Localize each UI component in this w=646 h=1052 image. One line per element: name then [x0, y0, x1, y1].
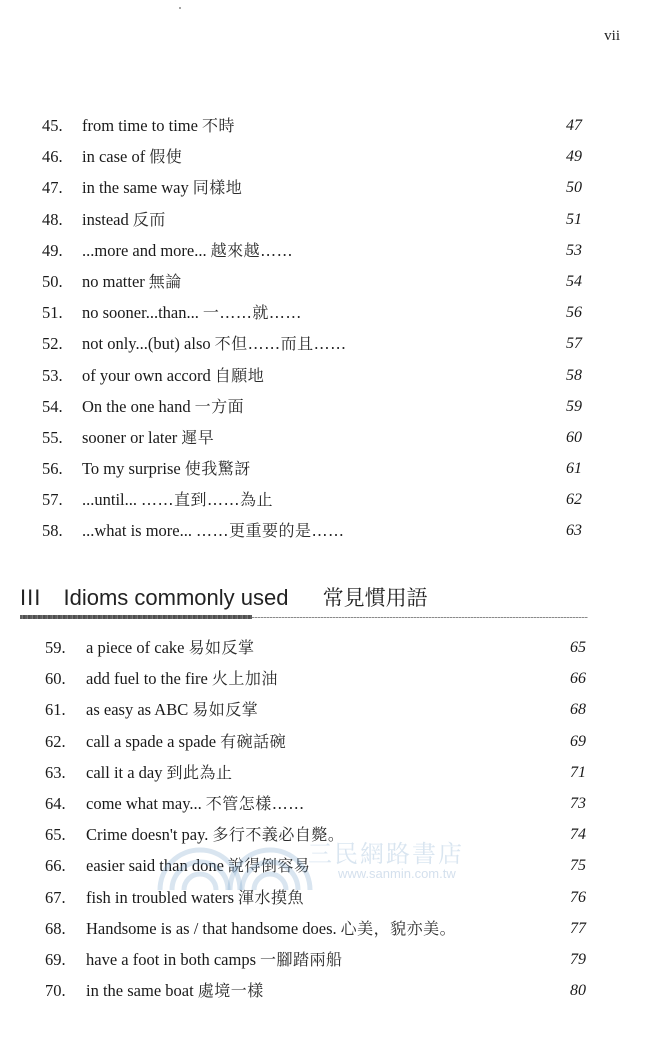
toc-entry	[0, 853, 646, 884]
entry-page: 59	[566, 397, 582, 415]
toc-entry	[0, 363, 646, 394]
entry-page: 80	[570, 982, 586, 1000]
entry-title: easier said than done 說得倒容易	[86, 856, 311, 876]
watermark-url: www.sanmin.com.tw	[338, 866, 456, 881]
entry-title: To my surprise 使我驚訝	[82, 459, 251, 479]
toc-entry	[0, 487, 646, 518]
entry-title: fish in troubled waters 渾水摸魚	[86, 887, 305, 907]
entry-title: no sooner...than... 一……就……	[82, 303, 302, 323]
entry-number: 46.	[42, 147, 63, 167]
entry-title: On the one hand 一方面	[82, 396, 245, 416]
entry-title: in case of 假使	[82, 147, 183, 167]
entry-page: 74	[570, 826, 586, 844]
toc-entry	[0, 238, 646, 269]
toc-entry	[0, 760, 646, 791]
entry-number: 66.	[45, 856, 66, 876]
entry-number: 61.	[45, 700, 66, 720]
entry-title: as easy as ABC 易如反掌	[86, 700, 259, 720]
entry-title: in the same boat 處境一樣	[86, 981, 264, 1001]
toc-entry	[0, 885, 646, 916]
toc-entry	[0, 947, 646, 978]
section-numeral: III	[20, 585, 42, 610]
entry-page: 47	[566, 117, 582, 134]
entry-title: not only...(but) also 不但……而且……	[82, 334, 347, 354]
toc-entry	[0, 300, 646, 331]
entry-title: ...more and more... 越來越……	[82, 240, 294, 260]
toc-entry	[0, 916, 646, 947]
entry-title: of your own accord 自願地	[82, 365, 265, 385]
scan-speck	[179, 7, 181, 9]
entry-title: instead 反而	[82, 209, 166, 229]
toc-entry	[0, 978, 646, 1009]
toc-entry	[0, 269, 646, 300]
entry-number: 48.	[42, 209, 63, 229]
entry-page: 60	[566, 428, 582, 446]
entry-number: 60.	[45, 669, 66, 689]
entry-number: 54.	[42, 396, 63, 416]
entry-page: 61	[566, 460, 582, 478]
entry-title: Handsome is as / that handsome does. 心美，貌亦美。	[86, 918, 457, 938]
toc-entry	[0, 518, 646, 549]
toc-entry	[0, 144, 646, 175]
entry-page: 51	[566, 210, 582, 228]
toc-entry	[0, 635, 646, 666]
entry-number: 68.	[45, 918, 66, 938]
entry-page: 71	[570, 763, 586, 781]
entry-title: have a foot in both camps 一腳踏兩船	[86, 949, 343, 969]
toc-section-3-list	[0, 635, 646, 1009]
toc-entry	[0, 113, 646, 144]
entry-page: 65	[570, 639, 586, 656]
entry-page: 54	[566, 272, 582, 290]
entry-page: 53	[566, 241, 582, 259]
entry-page: 77	[570, 919, 586, 937]
watermark-text: 三民網路書店	[308, 840, 464, 868]
entry-number: 45.	[42, 116, 63, 135]
section-title-zh: 常見慣用語	[322, 586, 428, 610]
toc-entry	[0, 394, 646, 425]
entry-title: ...until... ……直到……為止	[82, 490, 274, 510]
entry-number: 62.	[45, 731, 66, 751]
page-number: vii	[604, 28, 620, 44]
heading-rule-thin	[252, 617, 588, 618]
toc-entry	[0, 822, 646, 853]
entry-page: 49	[566, 148, 582, 166]
entry-number: 49.	[42, 240, 63, 260]
entry-title: add fuel to the fire 火上加油	[86, 669, 278, 689]
entry-number: 55.	[42, 427, 63, 447]
toc-entry	[0, 207, 646, 238]
entry-title: a piece of cake 易如反掌	[86, 638, 255, 657]
entry-number: 51.	[42, 303, 63, 323]
entry-page: 63	[566, 522, 582, 540]
toc-entry	[0, 331, 646, 362]
entry-page: 62	[566, 491, 582, 509]
entry-page: 56	[566, 304, 582, 322]
entry-number: 56.	[42, 459, 63, 479]
entry-number: 52.	[42, 334, 63, 354]
entry-number: 50.	[42, 271, 63, 291]
entry-page: 58	[566, 366, 582, 384]
entry-number: 67.	[45, 887, 66, 907]
toc-entry	[0, 175, 646, 206]
entry-page: 57	[566, 335, 582, 353]
entry-number: 65.	[45, 825, 66, 845]
entry-number: 59.	[45, 638, 66, 657]
toc-entry	[0, 425, 646, 456]
entry-number: 58.	[42, 521, 63, 541]
entry-page: 68	[570, 701, 586, 719]
entry-title: sooner or later 遲早	[82, 427, 215, 447]
toc-entry	[0, 791, 646, 822]
entry-title: no matter 無論	[82, 271, 182, 291]
entry-number: 53.	[42, 365, 63, 385]
entry-title: in the same way 同樣地	[82, 178, 243, 198]
entry-number: 57.	[42, 490, 63, 510]
entry-page: 79	[570, 950, 586, 968]
toc-entry	[0, 697, 646, 728]
entry-page: 76	[570, 888, 586, 906]
entry-number: 69.	[45, 949, 66, 969]
entry-title: Crime doesn't pay. 多行不義必自斃。	[86, 825, 345, 845]
entry-page: 69	[570, 732, 586, 750]
toc-section-2-list	[0, 113, 646, 550]
entry-title: from time to time 不時	[82, 116, 235, 135]
entry-title: call it a day 到此為止	[86, 762, 233, 782]
entry-page: 73	[570, 794, 586, 812]
toc-entry	[0, 456, 646, 487]
entry-number: 70.	[45, 981, 66, 1001]
entry-title: come what may... 不管怎樣……	[86, 793, 305, 813]
section-title-en: Idioms commonly used	[63, 585, 289, 610]
entry-number: 64.	[45, 793, 66, 813]
entry-title: call a spade a spade 有碗話碗	[86, 731, 287, 751]
toc-entry	[0, 666, 646, 697]
entry-number: 63.	[45, 762, 66, 782]
entry-page: 75	[570, 857, 586, 875]
toc-entry	[0, 729, 646, 760]
entry-page: 50	[566, 179, 582, 197]
entry-page: 66	[570, 670, 586, 688]
heading-rule-thick	[20, 615, 252, 619]
entry-title: ...what is more... ……更重要的是……	[82, 521, 345, 541]
section-heading	[20, 582, 428, 612]
entry-number: 47.	[42, 178, 63, 198]
